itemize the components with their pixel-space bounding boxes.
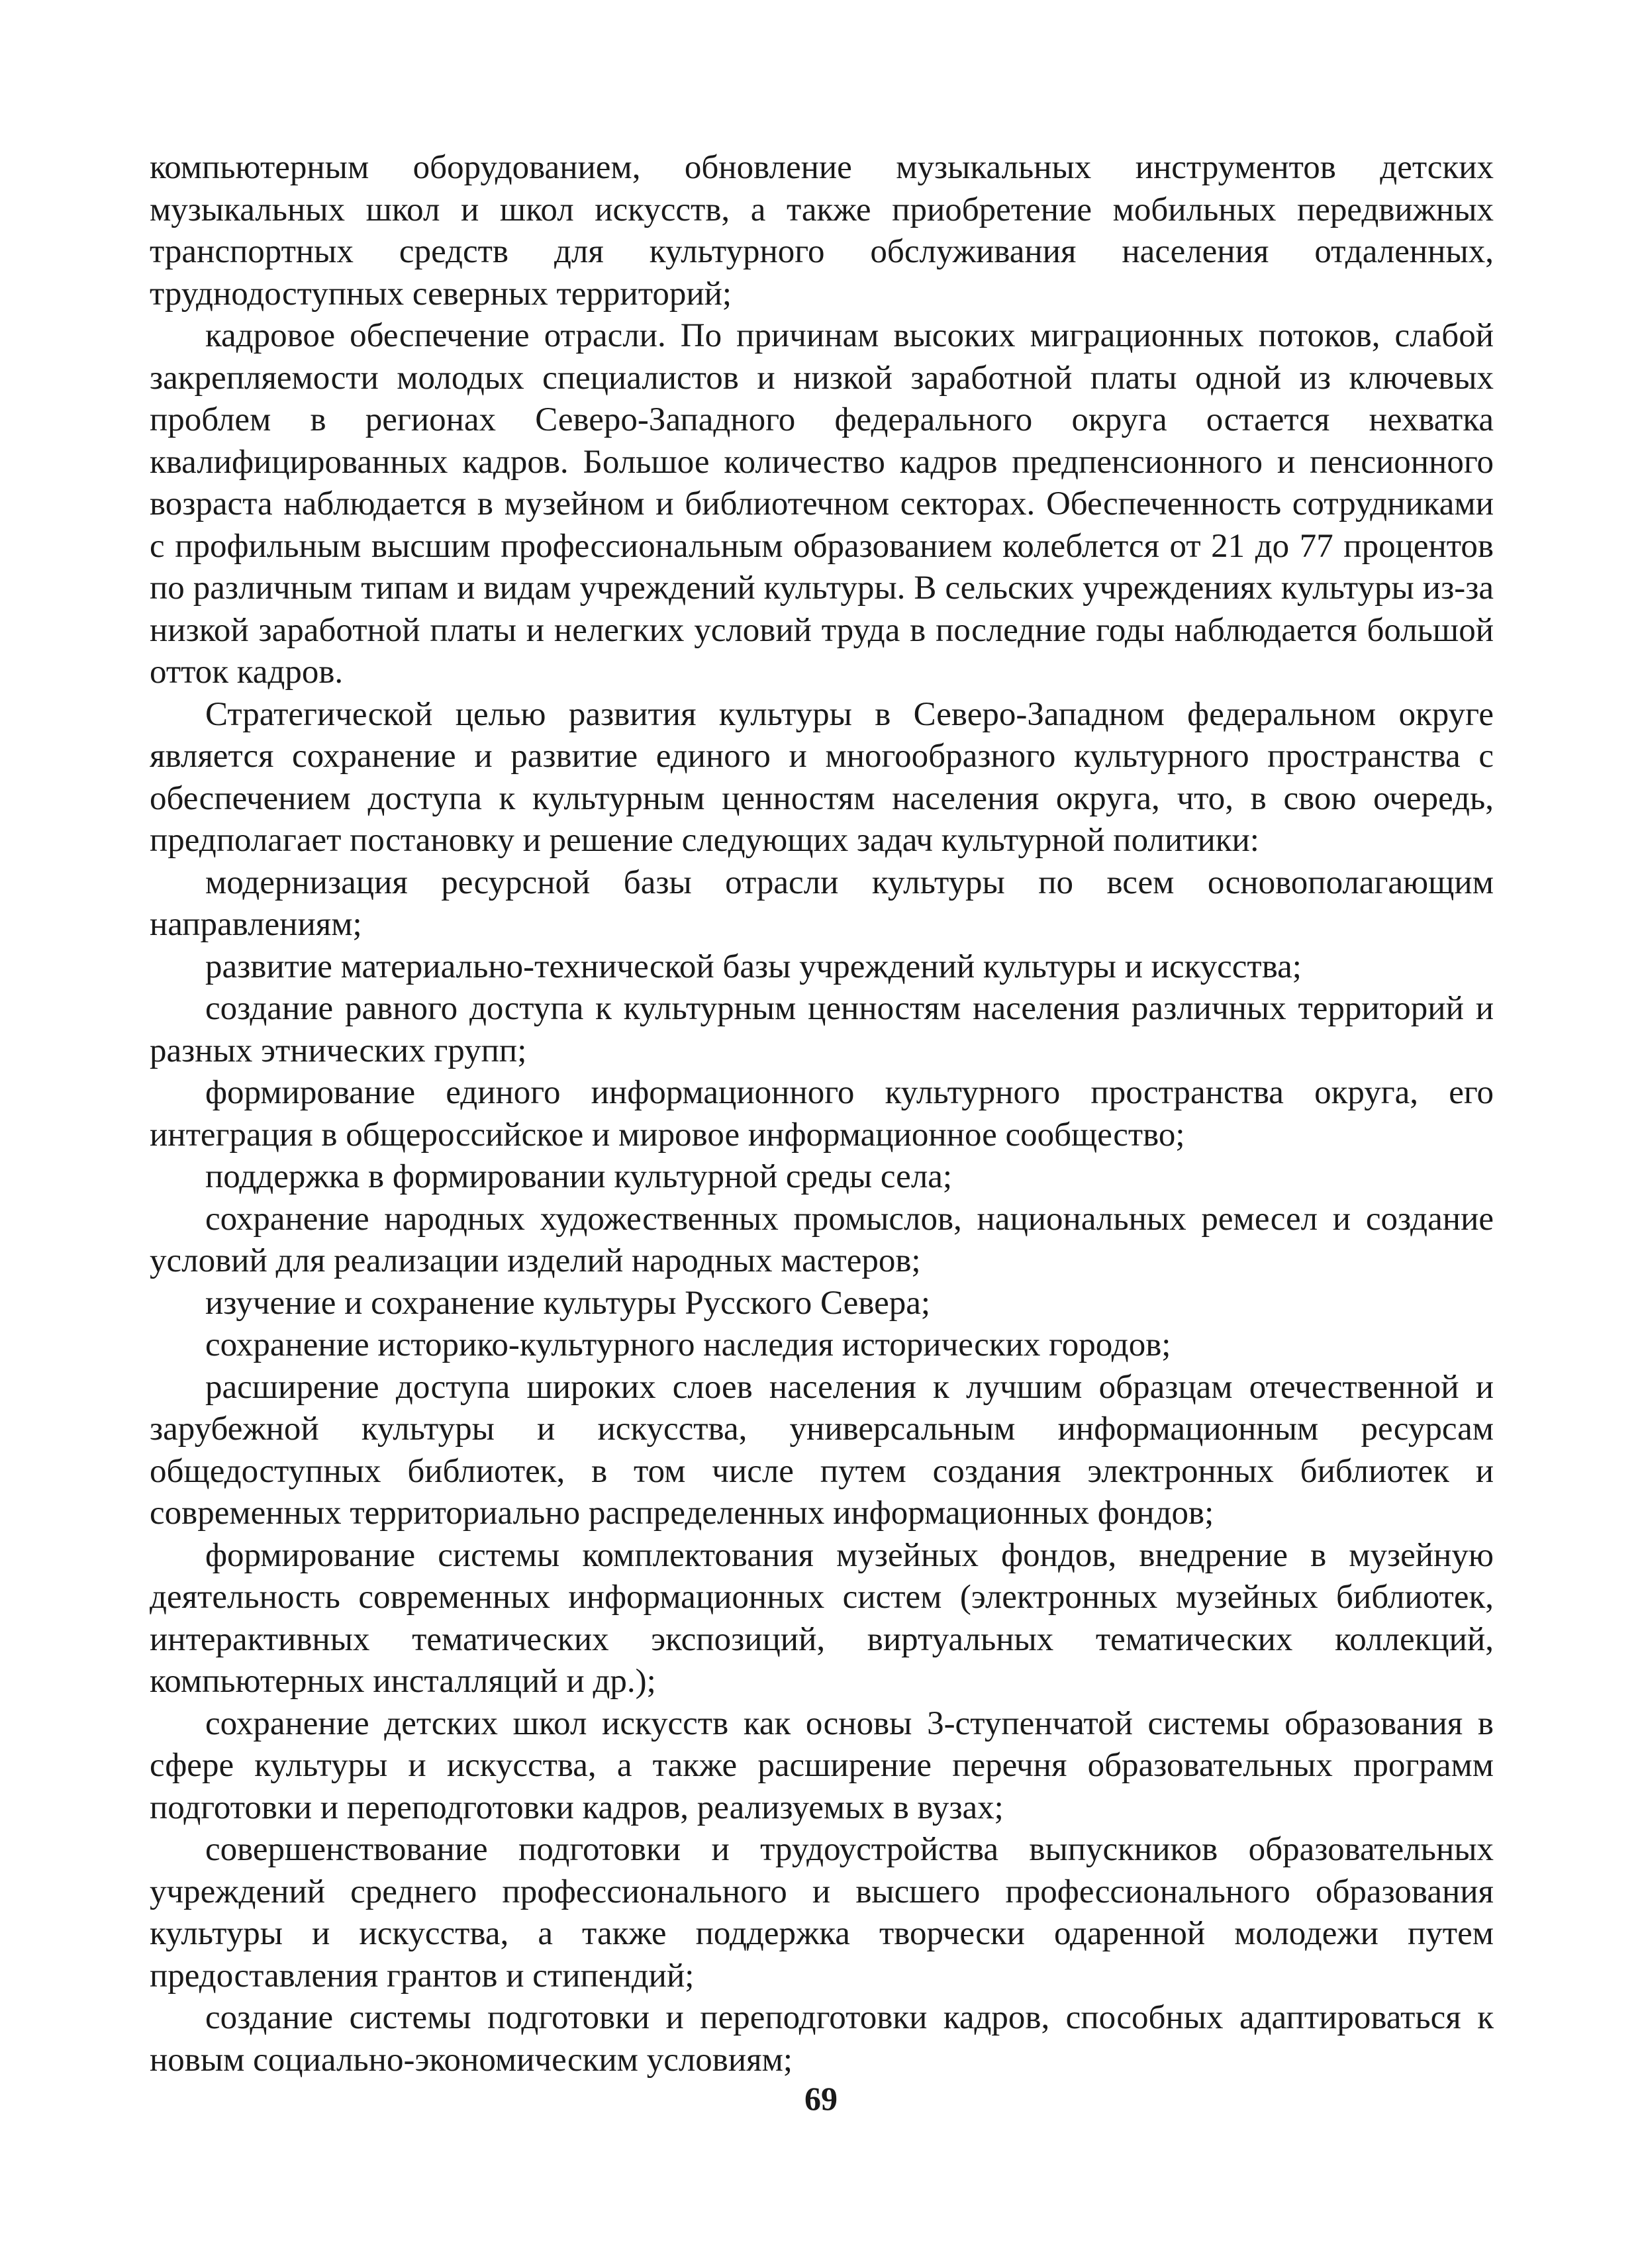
paragraph-continuation: компьютерным оборудованием, обновление музыкальных инструментов детских музыкальных школ и школ искусств, а также приобретение мобильных передвижных транспортных средств для культурного обслуживания населения отдаленных, труднодоступных северных территорий; bbox=[150, 149, 1494, 313]
list-item: создание системы подготовки и переподготовки кадров, способных адаптироваться к новым социально-экономическим условиям; bbox=[150, 1999, 1494, 2079]
list-item: формирование единого информационного культурного пространства округа, его интеграция в общероссийское и мировое информационное сообщество; bbox=[150, 1074, 1494, 1154]
list-item: создание равного доступа к культурным ценностям населения различных территорий и разных этнических групп; bbox=[150, 990, 1494, 1069]
paragraph-staffing: кадровое обеспечение отрасли. По причинам высоких миграционных потоков, слабой закрепляемости молодых специалистов и низкой заработной платы одной из ключевых проблем в регионах Северо-Западного федерального округа остается нехватка квалифицированных кадров. Большое количество кадров предпенсионного и пенсионного возраста наблюдается в музейном и библиотечном секторах. Обеспеченность сотрудниками с профильным высшим профессиональным образованием колеблется от 21 до 77 процентов по различным типам и видам учреждений культуры. В сельских учреждениях культуры из-за низкой заработной платы и нелегких условий труда в последние годы наблюдается большой отток кадров. bbox=[150, 317, 1494, 691]
list-item: развитие материально-технической базы учреждений культуры и искусства; bbox=[205, 948, 1302, 985]
list-item: модернизация ресурсной базы отрасли культуры по всем основополагающим направлениям; bbox=[150, 863, 1494, 943]
list-item: формирование системы комплектования музейных фондов, внедрение в музейную деятельность современных информационных систем (электронных музейных библиотек, интерактивных тематических экспозиций, виртуальных тематических коллекций, компьютерных инсталляций и др.); bbox=[150, 1536, 1494, 1700]
paragraph-strategic-goal: Стратегической целью развития культуры в Северо-Западном федеральном округе является сохранение и развитие единого и многообразного культурного пространства с обеспечением доступа к культурным ценностям населения округа, что, в свою очередь, предполагает постановку и решение следующих задач культурной политики: bbox=[150, 695, 1494, 859]
list-item: сохранение народных художественных промыслов, национальных ремесел и создание условий для реализации изделий народных мастеров; bbox=[150, 1200, 1494, 1279]
list-item: поддержка в формировании культурной среды села; bbox=[205, 1158, 953, 1195]
list-item: изучение и сохранение культуры Русского Севера; bbox=[205, 1284, 931, 1322]
page-number: 69 bbox=[804, 2080, 838, 2117]
list-item: совершенствование подготовки и трудоустройства выпускников образовательных учреждений среднего профессионального и высшего профессионального образования культуры и искусства, а также поддержка творчески одаренной молодежи путем предоставления грантов и стипендий; bbox=[150, 1831, 1494, 1995]
list-item: расширение доступа широких слоев населения к лучшим образцам отечественной и зарубежной культуры и искусства, универсальным информационным ресурсам общедоступных библиотек, в том числе путем создания электронных библиотек и современных территориально распределенных информационных фондов; bbox=[150, 1368, 1494, 1532]
list-item: сохранение историко-культурного наследия исторических городов; bbox=[205, 1326, 1171, 1363]
list-item: сохранение детских школ искусств как основы 3-ступенчатой системы образования в сфере культуры и искусства, а также расширение перечня образовательных программ подготовки и переподготовки кадров, реализуемых в вузах; bbox=[150, 1704, 1494, 1826]
body-text bbox=[150, 147, 1494, 2081]
